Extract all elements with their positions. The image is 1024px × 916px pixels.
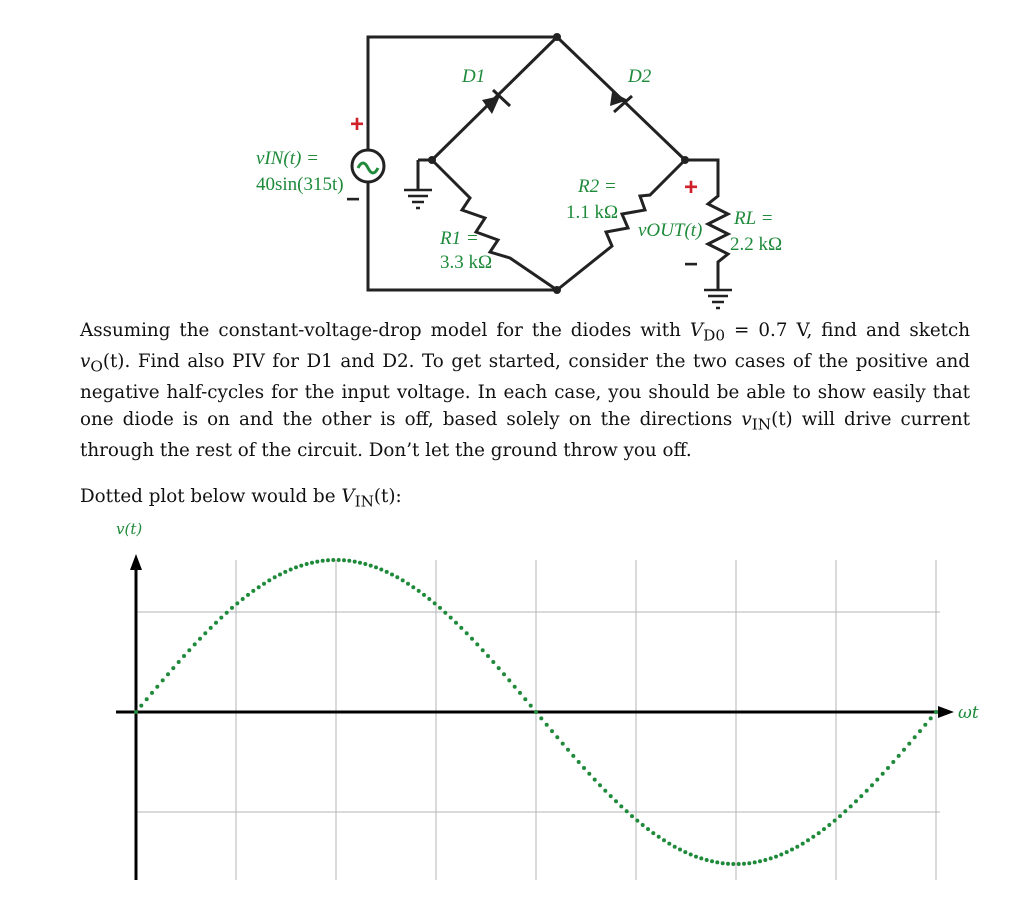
circuit-wires — [368, 37, 728, 290]
caption-text: Dotted plot below would be — [80, 486, 342, 507]
curve-dot — [219, 616, 223, 620]
curve-dot — [827, 823, 831, 827]
curve-dot — [369, 564, 373, 568]
curve-dot — [737, 862, 741, 866]
d2-label: D2 — [628, 66, 652, 87]
curve-dot — [833, 819, 837, 823]
curve-dot — [507, 678, 511, 682]
curve-dot — [625, 809, 629, 813]
curve-dot — [875, 778, 879, 782]
caption-v-sub: IN — [354, 492, 374, 511]
problem-statement — [80, 318, 970, 464]
vo-symbol: v — [80, 351, 91, 373]
curve-dot — [475, 642, 479, 646]
curve-dot — [502, 672, 506, 676]
curve-dot — [598, 783, 602, 787]
curve-dot — [699, 856, 703, 860]
curve-dot — [443, 611, 447, 615]
curve-dot — [747, 861, 751, 865]
curve-dot — [646, 827, 650, 831]
curve-dot — [715, 860, 719, 864]
problem-text-3: (t). Find also PIV for D1 and D2. To get started, consider the two cases of the positive and negative half-cycles for the input voltage. In each case, you should be able to show easily that one diode is on and the other is off, based solely on the directions — [80, 351, 970, 430]
curve-dot — [497, 666, 501, 670]
vout-plus: + — [684, 174, 699, 201]
curve-dot — [187, 648, 191, 652]
curve-dot — [913, 735, 917, 739]
curve-dot — [609, 794, 613, 798]
curve-dot — [337, 558, 341, 562]
curve-dot — [358, 561, 362, 565]
plot-grid — [136, 560, 940, 880]
curve-dot — [459, 626, 463, 630]
curve-dot — [289, 568, 293, 572]
curve-dot — [577, 760, 581, 764]
curve-dot — [614, 799, 618, 803]
curve-dot — [758, 859, 762, 863]
problem-text-4: (t) will drive current through the rest of the circuit. Don’t let the ground throw you off. — [80, 408, 970, 461]
curve-dot — [923, 723, 927, 727]
curve-dot — [603, 789, 607, 793]
curve-dot — [395, 575, 399, 579]
curve-dot — [283, 570, 287, 574]
curve-dot — [171, 666, 175, 670]
curve-dot — [593, 778, 597, 782]
curve-dot — [411, 585, 415, 589]
curve-dot — [518, 691, 522, 695]
curve-dot — [353, 560, 357, 564]
curve-dot — [299, 564, 303, 568]
curve-dot — [929, 716, 933, 720]
curve-dot — [449, 616, 453, 620]
curve-dot — [742, 862, 746, 866]
vout-minus: − — [684, 251, 699, 278]
curve-dot — [934, 710, 938, 714]
curve-dot — [555, 735, 559, 739]
node-right — [681, 156, 689, 164]
curve-dot — [731, 862, 735, 866]
curve-dot — [897, 754, 901, 758]
vd0-symbol: V — [689, 320, 704, 341]
curve-dot — [561, 742, 565, 746]
diode-d2 — [610, 92, 632, 112]
curve-dot — [235, 601, 239, 605]
curve-dot — [513, 685, 517, 689]
vd0-sub: D0 — [703, 326, 726, 345]
curve-dot — [795, 845, 799, 849]
source-minus: − — [346, 186, 361, 213]
curve-dot — [406, 582, 410, 586]
curve-dot — [257, 585, 261, 589]
curve-dot — [465, 631, 469, 635]
curve-dot — [310, 561, 314, 565]
curve-dot — [470, 637, 474, 641]
curve-dot — [619, 804, 623, 808]
curve-dot — [305, 562, 309, 566]
curve-dot — [545, 723, 549, 727]
curve-dot — [587, 772, 591, 776]
wire-top — [368, 37, 557, 150]
curve-dot — [139, 704, 143, 708]
vin-symbol: v — [741, 408, 752, 430]
curve-dot — [838, 814, 842, 818]
x-axis-label: ωt — [958, 703, 979, 723]
caption-v: V — [341, 486, 355, 507]
curve-dot — [918, 729, 922, 733]
curve-dot — [225, 611, 229, 615]
curve-dot — [774, 855, 778, 859]
curve-dot — [571, 754, 575, 758]
curve-dot — [193, 642, 197, 646]
curve-dot — [705, 858, 709, 862]
curve-dot — [859, 794, 863, 798]
curve-dot — [769, 856, 773, 860]
plot-caption — [80, 486, 402, 511]
curve-dot — [326, 558, 330, 562]
y-axis-label: v(t) — [116, 520, 143, 538]
curve-dot — [865, 789, 869, 793]
curve-dot — [683, 850, 687, 854]
curve-dot — [806, 838, 810, 842]
curve-dot — [342, 558, 346, 562]
curve-dot — [662, 838, 666, 842]
curve-dot — [203, 631, 207, 635]
ground-left-icon — [404, 190, 432, 208]
curve-dot — [534, 710, 538, 714]
curve-dot — [763, 858, 767, 862]
curve-dot — [150, 691, 154, 695]
curve-dot — [401, 578, 405, 582]
curve-dot — [491, 660, 495, 664]
curve-dot — [753, 860, 757, 864]
curve-dot — [651, 831, 655, 835]
source-label-1: vIN(t) = — [256, 148, 319, 169]
circuit-diagram — [0, 0, 1024, 310]
curve-dot — [198, 637, 202, 641]
curve-dot — [379, 568, 383, 572]
curve-dot — [155, 685, 159, 689]
ac-source — [352, 150, 384, 182]
curve-dot — [891, 760, 895, 764]
curve-dot — [881, 772, 885, 776]
curve-dot — [822, 827, 826, 831]
curve-dot — [630, 814, 634, 818]
r2-label-1: R2 = — [578, 176, 617, 197]
curve-dot — [433, 601, 437, 605]
curve-dot — [347, 559, 351, 563]
curve-dot — [657, 835, 661, 839]
curve-dot — [273, 575, 277, 579]
plot-axes — [116, 554, 954, 880]
curve-dot — [635, 819, 639, 823]
curve-dot — [790, 848, 794, 852]
rl-label-1: RL = — [734, 208, 774, 229]
curve-dot — [689, 853, 693, 857]
curve-dot — [641, 823, 645, 827]
curve-dot — [241, 597, 245, 601]
y-axis-arrow — [130, 554, 142, 570]
curve-dot — [374, 565, 378, 569]
curve-dot — [785, 850, 789, 854]
curve-dot — [134, 710, 138, 714]
d1-label: D1 — [462, 66, 486, 87]
ground-right-icon — [704, 262, 732, 308]
diode-d1-triangle — [482, 96, 500, 114]
curve-dot — [417, 589, 421, 593]
r1-label-2: 3.3 kΩ — [440, 252, 493, 273]
curve-dot — [726, 862, 730, 866]
curve-dot — [294, 565, 298, 569]
problem-text-2: = 0.7 V, find and sketch — [725, 320, 970, 341]
curve-dot — [315, 560, 319, 564]
curve-dot — [481, 648, 485, 652]
curve-dot — [801, 842, 805, 846]
curve-dot — [454, 621, 458, 625]
curve-dot — [230, 606, 234, 610]
curve-dot — [539, 716, 543, 720]
curve-dot — [811, 835, 815, 839]
curve-dot — [161, 678, 165, 682]
curve-dot — [667, 842, 671, 846]
curve-dot — [721, 861, 725, 865]
curve-dot — [870, 783, 874, 787]
curve-dot — [246, 593, 250, 597]
curve-dot — [209, 626, 213, 630]
node-bottom — [553, 286, 561, 294]
curve-dot — [694, 855, 698, 859]
plot-curve — [134, 558, 938, 866]
curve-dot — [363, 562, 367, 566]
curve-dot — [550, 729, 554, 733]
curve-dot — [886, 766, 890, 770]
node-left — [428, 156, 436, 164]
curve-dot — [582, 766, 586, 770]
curve-dot — [523, 697, 527, 701]
curve-dot — [390, 573, 394, 577]
vout-label: vOUT(t) — [638, 220, 703, 241]
curve-dot — [331, 558, 335, 562]
curve-dot — [529, 704, 533, 708]
r2-label-2: 1.1 kΩ — [566, 202, 619, 223]
curve-dot — [854, 799, 858, 803]
curve-dot — [438, 606, 442, 610]
curve-dot — [267, 578, 271, 582]
curve-dot — [566, 748, 570, 752]
curve-dot — [422, 593, 426, 597]
curve-dot — [166, 672, 170, 676]
problem-text-1: Assuming the constant-voltage-drop model for the diodes with — [80, 320, 690, 341]
curve-dot — [278, 573, 282, 577]
vo-sub: O — [90, 357, 103, 376]
curve-dot — [145, 697, 149, 701]
curve-dot — [251, 589, 255, 593]
curve-dot — [673, 845, 677, 849]
caption-end: (t): — [373, 486, 402, 507]
curve-dot — [427, 597, 431, 601]
curve-dot — [385, 570, 389, 574]
node-top — [553, 33, 561, 41]
curve-dot — [678, 848, 682, 852]
curve-dot — [843, 809, 847, 813]
curve-dot — [779, 853, 783, 857]
vin-sub: IN — [751, 415, 772, 434]
curve-dot — [710, 859, 714, 863]
curve-dot — [214, 621, 218, 625]
rl-label-2: 2.2 kΩ — [730, 234, 783, 255]
curve-dot — [486, 654, 490, 658]
curve-dot — [817, 831, 821, 835]
curve-dot — [321, 559, 325, 563]
curve-dot — [177, 660, 181, 664]
curve-dot — [849, 804, 853, 808]
source-label-2: 40sin(315t) — [256, 174, 344, 195]
curve-dot — [902, 748, 906, 752]
curve-dot — [182, 654, 186, 658]
x-axis-arrow — [938, 706, 954, 718]
curve-dot — [262, 582, 266, 586]
diode-d1 — [482, 90, 510, 114]
curve-dot — [907, 742, 911, 746]
source-plus: + — [350, 111, 365, 138]
r1-label-1: R1 = — [440, 228, 479, 249]
